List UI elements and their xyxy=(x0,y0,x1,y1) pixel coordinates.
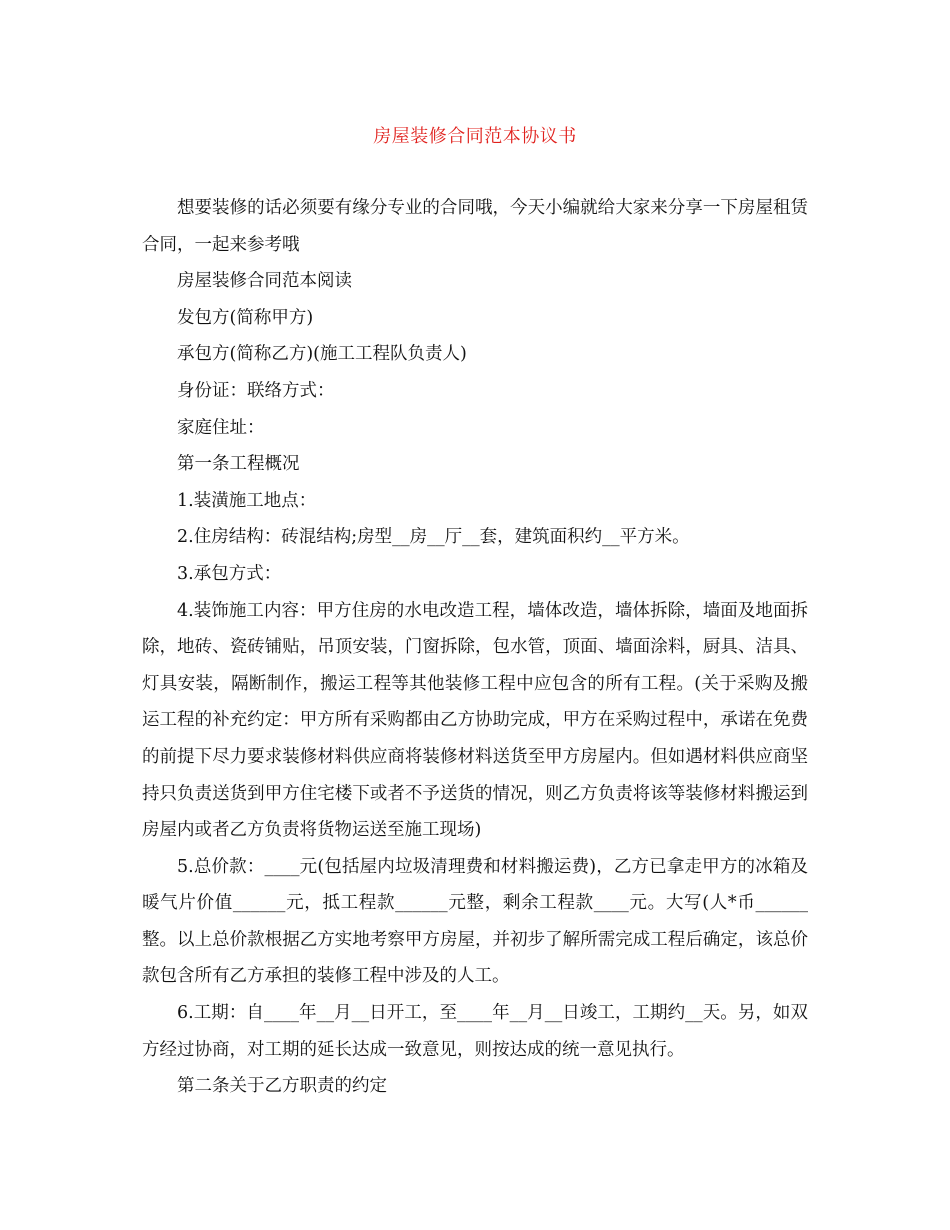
paragraph-item-6: 6.工期：自____年__月__日开工，至____年__月__日竣工，工期约__天。另，如双方经过协商，对工期的延长达成一致意见，则按达成的统一意见执行。 xyxy=(142,1003,808,1060)
document-title: 房屋装修合同范本协议书 xyxy=(373,126,577,147)
paragraph-item-2: 2.住房结构：砖混结构;房型__房__厅__套，建筑面积约__平方米。 xyxy=(177,527,690,548)
paragraph-party-a: 发包方(简称甲方) xyxy=(177,307,314,328)
paragraph-address: 家庭住址： xyxy=(177,417,265,438)
paragraph-party-b: 承包方(简称乙方)(施工工程队负责人) xyxy=(177,344,467,365)
paragraph-id-contact: 身份证：联络方式： xyxy=(177,380,335,401)
paragraph-heading-reading: 房屋装修合同范本阅读 xyxy=(177,271,352,292)
paragraph-article-2: 第二条关于乙方职责的约定 xyxy=(177,1076,387,1097)
document-body xyxy=(142,190,808,1105)
paragraph-item-1: 1.装潢施工地点： xyxy=(177,490,317,511)
paragraph-item-4: 4.装饰施工内容：甲方住房的水电改造工程，墙体改造，墙体拆除，墙面及地面拆除，地砖、瓷砖铺贴，吊顶安装，门窗拆除，包水管，顶面、墙面涂料，厨具、洁具、灯具安装，隔断制作，搬运工程等其他装修工程中应包含的所有工程。(关于采购及搬运工程的补充约定：甲方所有采购都由乙方协助完成，甲方在采购过程中，承诺在免费的前提下尽力要求装修材料供应商将装修材料送货至甲方房屋内。但如遇材料供应商坚持只负责送货到甲方住宅楼下或者不予送货的情况，则乙方负责将该等装修材料搬运到房屋内或者乙方负责将货物运送至施工现场) xyxy=(142,600,808,841)
paragraph-article-1: 第一条工程概况 xyxy=(177,454,300,475)
paragraph-item-3: 3.承包方式： xyxy=(177,563,282,584)
paragraph-intro: 想要装修的话必须要有缘分专业的合同哦，今天小编就给大家来分享一下房屋租赁合同，一起来参考哦 xyxy=(142,198,808,255)
paragraph-item-5: 5.总价款：____元(包括屋内垃圾清理费和材料搬运费)，乙方已拿走甲方的冰箱及暖气片价值______元，抵工程款______元整，剩余工程款____元。大写(人*币______整。以上总价款根据乙方实地考察甲方房屋，并初步了解所需完成工程后确定，该总价款包含所有乙方承担的装修工程中涉及的人工。 xyxy=(142,856,808,987)
